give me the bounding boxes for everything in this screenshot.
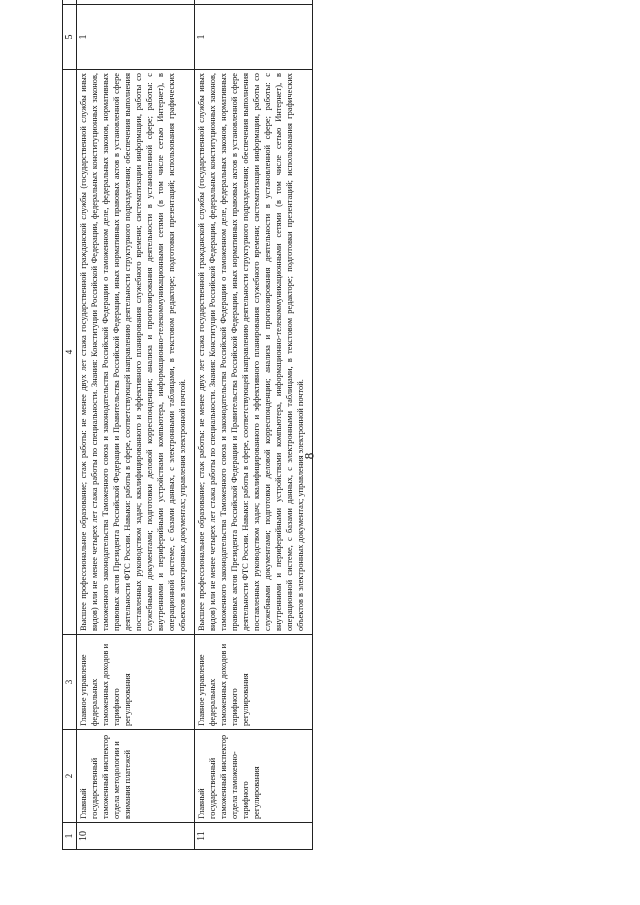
department-name: Главное управление федеральных таможенных доходов и тарифного регулирования [195, 635, 313, 730]
row-number: 11 [195, 823, 313, 850]
rotated-page-content [62, 2, 314, 850]
column-header-4: 4 [63, 70, 77, 635]
vacancy-count: 1 [195, 5, 313, 70]
qualification-requirements: Высшее профессиональное образование; стаж работы: не менее двух лет стажа государственной гражданской службы (государственной службы иных видов) или не менее четырех лет стажа работы по специальности. Знания: Конституции Российской Федерации, федеральных конституционных законов, таможенного законодательства Таможенного союза и законодательства Российской Федерации о таможенном деле, федеральных законов, нормативных правовых актов Президента Российской Федерации и Правительства Российской Федерации, иных нормативных правовых актов в установленной сфере деятельности ФТС России. Навыки: работы в сфере, соответствующей направлению деятельности структурного подразделения; обеспечения выполнения поставленных руководством задач; квалифицированного и эффективного планирования служебного времени; систематизации информации, работы со служебными документами; подготовки деловой корреспонденции; анализа и прогнозирования деятельности в установленной сфере; работы: с внутренними и периферийными устройствами компьютера, информационно-телекоммуникационными сетями (в том числе сетью Интернет), в операционной системе, с базами данных, с электронными таблицами, в текстовом редакторе; подготовки презентаций; использования графических объектов в электронных документах; управления электронной почтой. [77, 70, 195, 635]
column-header-6 [63, 0, 77, 5]
table-row [195, 0, 313, 850]
column-header-2: 2 [63, 730, 77, 823]
column-header-5: 5 [63, 5, 77, 70]
page-number: 8 [301, 452, 317, 460]
column-header-3: 3 [63, 635, 77, 730]
position-title: Главный государственный таможенный инспектор отдела таможенно-тарифного регулирования [195, 730, 313, 823]
table-row [77, 0, 195, 850]
position-title: Главный государственный таможенный инспектор отдела методологии и взимания платежей [77, 730, 195, 823]
positions-table [62, 0, 313, 850]
vacancy-count: 1 [77, 5, 195, 70]
row-note [195, 0, 313, 5]
row-note [77, 0, 195, 5]
qualification-requirements: Высшее профессиональное образование; стаж работы: не менее двух лет стажа государственной гражданской службы (государственной службы иных видов) или не менее четырех лет стажа работы по специальности. Знания: Конституции Российской Федерации, федеральных конституционных законов, таможенного законодательства Таможенного союза и законодательства Российской Федерации о таможенном деле, федеральных законов, нормативных правовых актов Президента Российской Федерации и Правительства Российской Федерации, иных нормативных правовых актов в установленной сфере деятельности ФТС России. Навыки: работы в сфере, соответствующей направлению деятельности структурного подразделения; обеспечения выполнения поставленных руководством задач; квалифицированного и эффективного планирования служебного времени; систематизации информации, работы со служебными документами; подготовки деловой корреспонденции; анализа и прогнозирования деятельности в установленной сфере; работы: с внутренними и периферийными устройствами компьютера, информационно-телекоммуникационными сетями (в том числе сетью Интернет), в операционной системе, с базами данных, с электронными таблицами, в текстовом редакторе; подготовки презентаций; использования графических объектов в электронных документах; управления электронной почтой. [195, 70, 313, 635]
table-header-row [63, 0, 77, 850]
column-header-1: 1 [63, 823, 77, 850]
department-name: Главное управление федеральных таможенных доходов и тарифного регулирования [77, 635, 195, 730]
row-number: 10 [77, 823, 195, 850]
